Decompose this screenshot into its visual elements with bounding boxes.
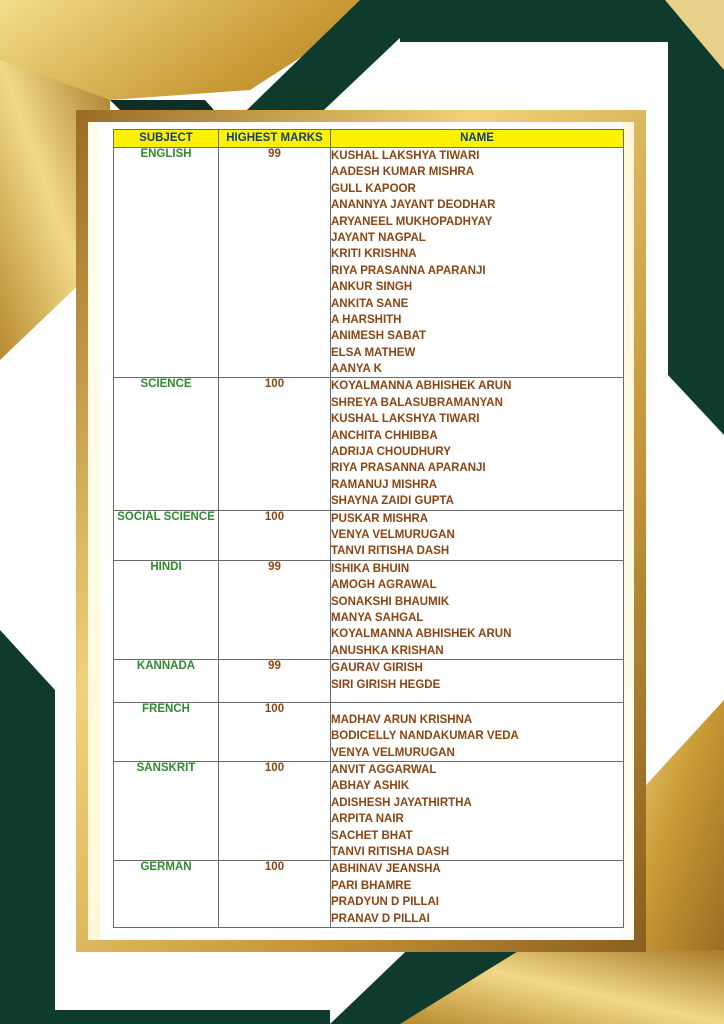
marks-cell: 99 [219, 660, 331, 703]
marks-cell: 100 [219, 861, 331, 928]
student-name: MADHAV ARUN KRISHNA [331, 713, 473, 726]
student-name: ADRIJA CHOUDHURY [331, 446, 451, 459]
student-name: PRANAV D PILLAI [331, 912, 430, 925]
names-cell [331, 560, 624, 659]
student-name: SONAKSHI BHAUMIK [331, 595, 450, 608]
student-name: KUSHAL LAKSHYA TIWARI [331, 413, 480, 426]
name-column-header: NAME [331, 130, 624, 148]
student-name: AMOGH AGRAWAL [331, 579, 437, 592]
subject-cell: ENGLISH [114, 148, 219, 378]
marks-cell: 100 [219, 762, 331, 861]
table-row [114, 560, 624, 659]
student-name: TANVI RITISHA DASH [331, 545, 450, 558]
table-row [114, 660, 624, 703]
student-name: GULL KAPOOR [331, 182, 416, 195]
student-name: SACHET BHAT [331, 829, 413, 842]
table-row [114, 861, 624, 928]
names-cell [331, 148, 624, 378]
subject-column-header: SUBJECT [114, 130, 219, 148]
table-row [114, 378, 624, 510]
student-name: ANANNYA JAYANT DEODHAR [331, 199, 496, 212]
student-name: RAMANUJ MISHRA [331, 478, 438, 491]
subject-cell: KANNADA [114, 660, 219, 703]
table-row [114, 148, 624, 378]
student-name: GAURAV GIRISH [331, 662, 423, 675]
student-name: ANCHITA CHHIBBA [331, 429, 438, 442]
names-cell [331, 378, 624, 510]
student-name: BODICELLY NANDAKUMAR VEDA [331, 730, 519, 743]
marks-cell: 100 [219, 510, 331, 560]
names-cell [331, 762, 624, 861]
student-name: MANYA SAHGAL [331, 611, 424, 624]
table-row [114, 702, 624, 761]
student-name: ABHAY ASHIK [331, 780, 410, 793]
subject-cell: HINDI [114, 560, 219, 659]
student-name: ELSA MATHEW [331, 346, 416, 359]
names-cell [331, 861, 624, 928]
student-name: KRITI KRISHNA [331, 248, 417, 261]
table-header-row [114, 130, 624, 148]
student-name: KOYALMANNA ABHISHEK ARUN [331, 380, 512, 393]
student-name: ANKUR SINGH [331, 281, 413, 294]
subject-cell: SCIENCE [114, 378, 219, 510]
names-cell [331, 660, 624, 703]
green-band-bottom-left [0, 630, 55, 1024]
student-name: PRADYUN D PILLAI [331, 896, 439, 909]
marks-column-header: HIGHEST MARKS [219, 130, 331, 148]
student-name: ADISHESH JAYATHIRTHA [331, 796, 472, 809]
student-name: KOYALMANNA ABHISHEK ARUN [331, 628, 512, 641]
student-name: ANIMESH SABAT [331, 330, 426, 343]
subject-cell: SANSKRIT [114, 762, 219, 861]
student-name: RIYA PRASANNA APARANJI [331, 462, 486, 475]
student-name: ISHIKA BHUIN [331, 562, 410, 575]
marks-cell: 100 [219, 702, 331, 761]
student-name: KUSHAL LAKSHYA TIWARI [331, 150, 480, 162]
table-body [114, 148, 624, 928]
student-name: VENYA VELMURUGAN [331, 528, 455, 541]
student-name: ANKITA SANE [331, 297, 409, 310]
student-name: SIRI GIRISH HEGDE [331, 678, 441, 691]
table-row [114, 762, 624, 861]
student-name: SHAYNA ZAIDI GUPTA [331, 495, 454, 508]
marks-cell: 99 [219, 148, 331, 378]
student-name: TANVI RITISHA DASH [331, 846, 450, 859]
subject-cell: SOCIAL SCIENCE [114, 510, 219, 560]
student-name: AANYA K [331, 363, 382, 376]
names-cell [331, 510, 624, 560]
names-cell [331, 702, 624, 761]
student-name: RIYA PRASANNA APARANJI [331, 264, 486, 277]
subject-cell: FRENCH [114, 702, 219, 761]
highest-marks-table [113, 129, 624, 928]
marks-cell: 100 [219, 378, 331, 510]
student-name: PARI BHAMRE [331, 879, 412, 892]
student-name: PUSKAR MISHRA [331, 512, 429, 525]
table-row [114, 510, 624, 560]
student-name: ANVIT AGGARWAL [331, 764, 437, 777]
student-name: ANUSHKA KRISHAN [331, 644, 444, 657]
marks-cell: 99 [219, 560, 331, 659]
student-name: SHREYA BALASUBRAMANYAN [331, 396, 503, 409]
student-name: AADESH KUMAR MISHRA [331, 166, 475, 179]
subject-cell: GERMAN [114, 861, 219, 928]
student-name: VENYA VELMURUGAN [331, 746, 455, 759]
student-name: ARPITA NAIR [331, 813, 404, 826]
student-name: ARYANEEL MUKHOPADHYAY [331, 215, 493, 228]
student-name: JAYANT NAGPAL [331, 231, 426, 244]
student-name: A HARSHITH [331, 313, 402, 326]
student-name: ABHINAV JEANSHA [331, 863, 441, 876]
